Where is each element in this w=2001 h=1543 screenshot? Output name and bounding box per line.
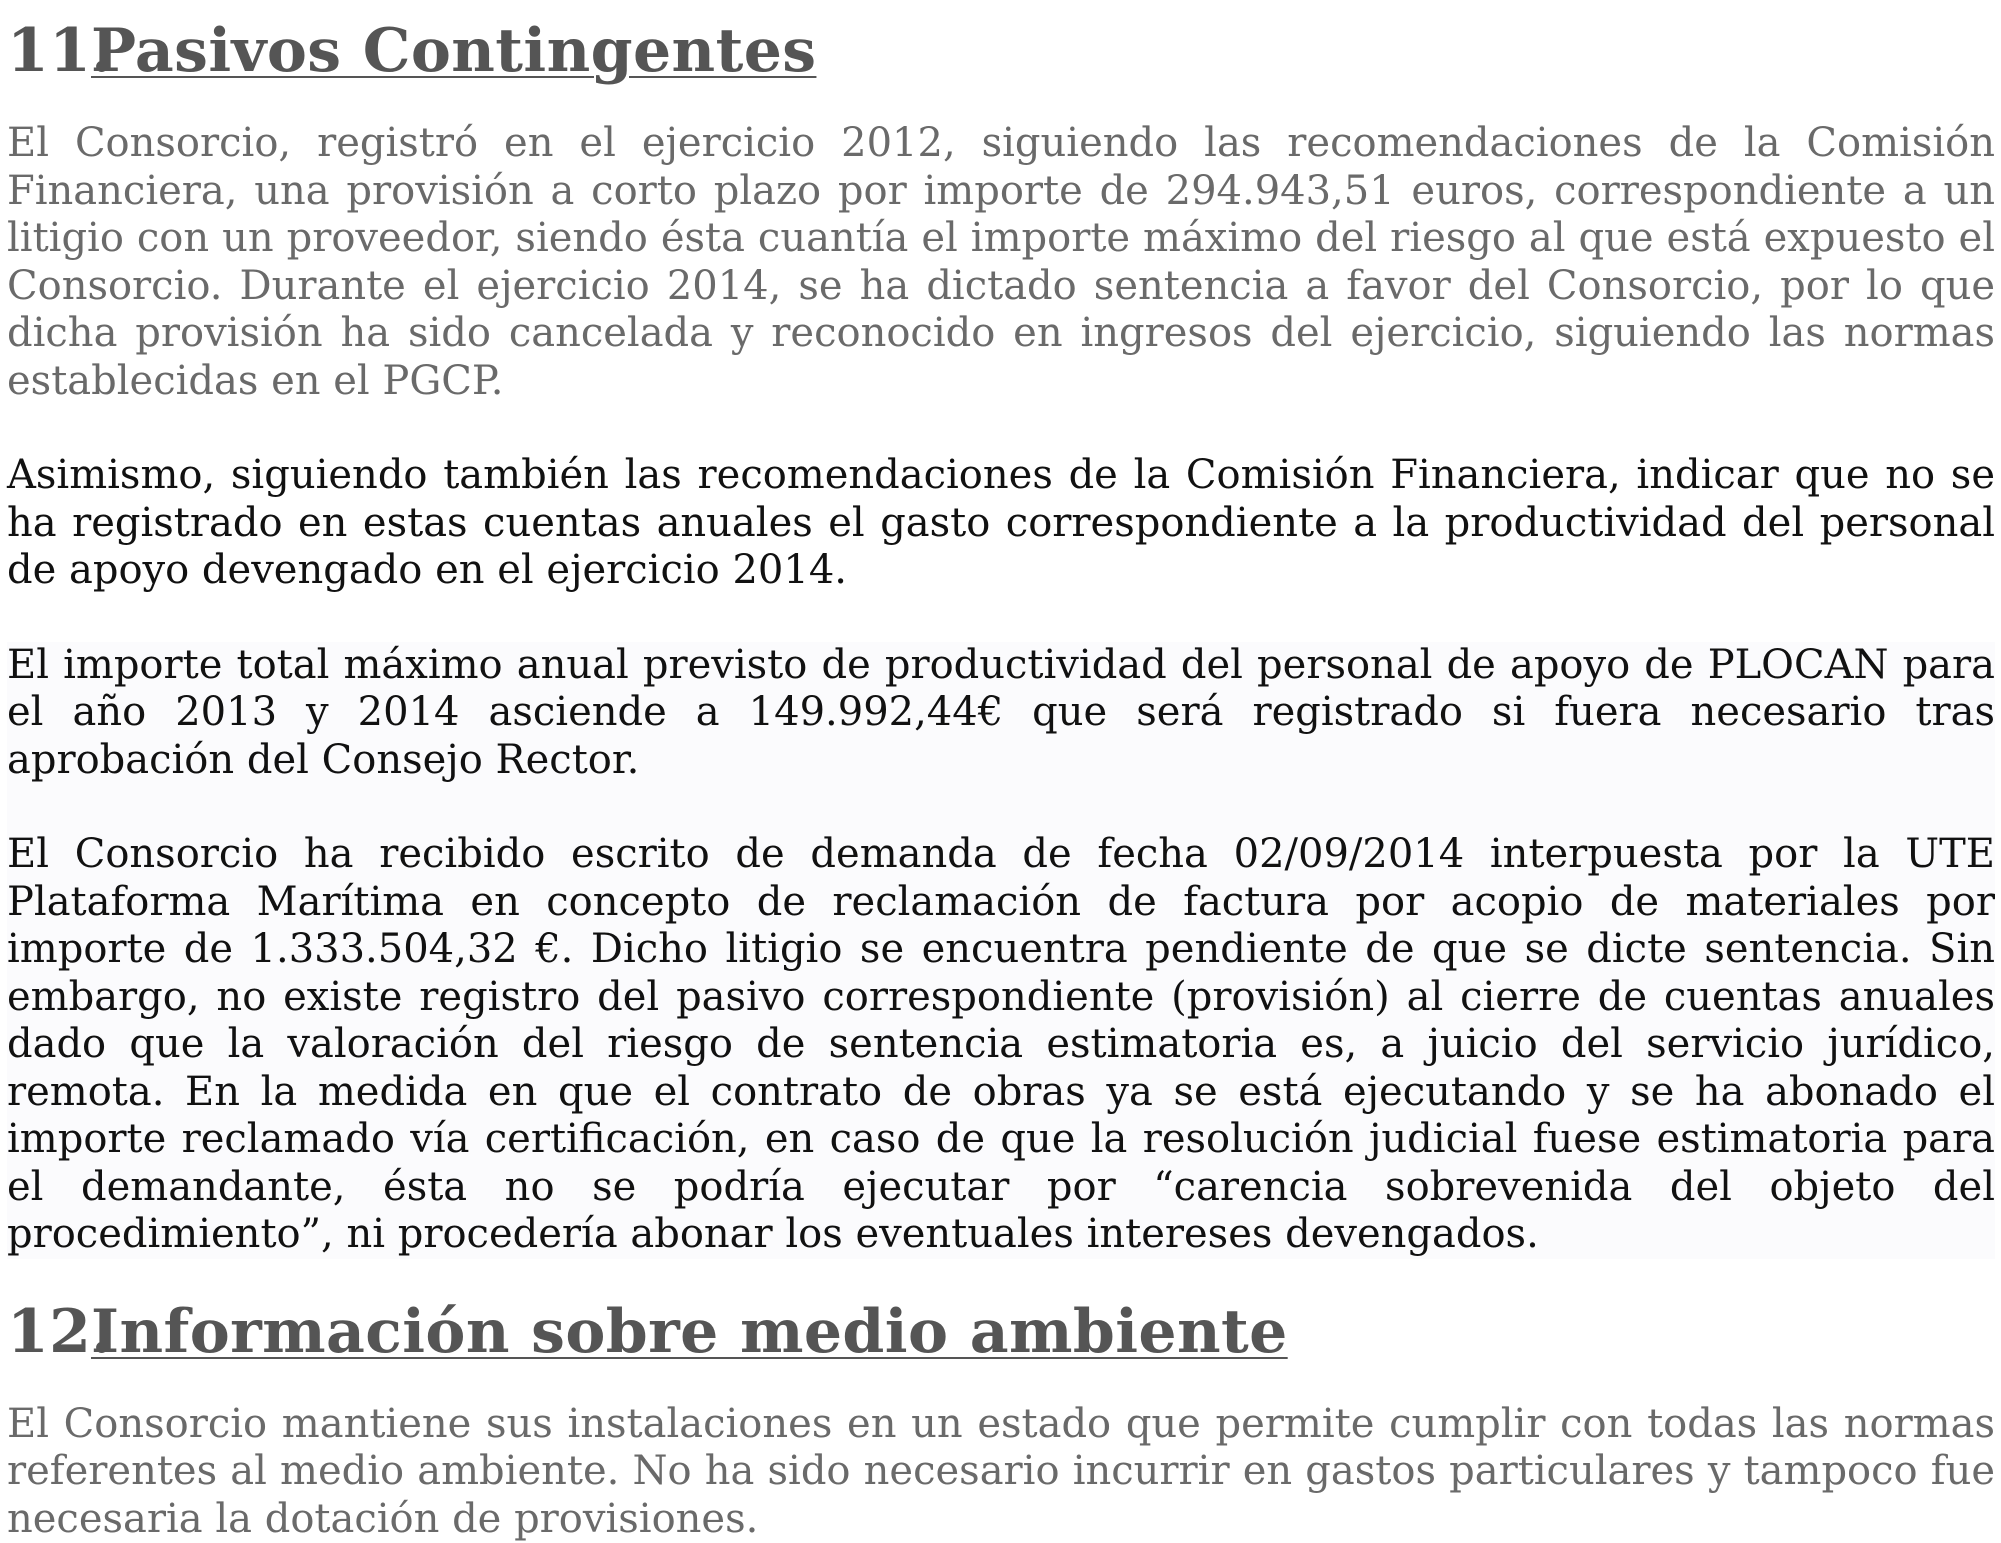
section-title: Información sobre medio ambiente — [91, 1297, 1288, 1367]
paragraph-medio-ambiente: El Consorcio mantiene sus instalaciones en un estado que permite cumplir con todas las normas referentes al medio ambiente. No ha sido necesario incurrir en gastos particulares y tampoco fue necesaria la dotación de provisiones. — [7, 1401, 1995, 1543]
paragraph-importe-maximo: El importe total máximo anual previsto de productividad del personal de apoyo de PLOCAN para el año 2013 y 2014 asciende a 149.992,44€ que será registrado si fuera necesario tras aprobación del Consejo Rector. — [7, 642, 1995, 785]
section-heading-11 — [7, 25, 1995, 77]
section-number: 11. — [7, 25, 91, 77]
paragraph-productividad-no-registrada: Asimismo, siguiendo también las recomendaciones de la Comisión Financiera, indicar que no se ha registrado en estas cuentas anuales el gasto correspondiente a la productividad del personal de apoyo devengado en el ejercicio 2014. — [7, 452, 1995, 595]
section-title: Pasivos Contingentes — [91, 16, 816, 86]
paragraph-provision-cancelada: El Consorcio, registró en el ejercicio 2012, siguiendo las recomendaciones de la Comisión Financiera, una provisión a corto plazo por importe de 294.943,51 euros, correspondiente a un litigio con un proveedor, siendo ésta cuantía el importe máximo del riesgo al que está expuesto el Consorcio. Durante el ejercicio 2014, se ha dictado sentencia a favor del Consorcio, por lo que dicha provisión ha sido cancelada y reconocido en ingresos del ejercicio, siguiendo las normas establecidas en el PGCP. — [7, 120, 1995, 405]
section-heading-12 — [7, 1306, 1995, 1358]
paragraph-demanda-ute: El Consorcio ha recibido escrito de demanda de fecha 02/09/2014 interpuesta por la UTE Plataforma Marítima en concepto de reclamación de factura por acopio de materiales por importe de 1.333.504,32 €. Dicho litigio se encuentra pendiente de que se dicte sentencia. Sin embargo, no existe registro del pasivo correspondiente (provisión) al cierre de cuentas anuales dado que la valoración del riesgo de sentencia estimatoria es, a juicio del servicio jurídico, remota. En la medida en que el contrato de obras ya se está ejecutando y se ha abonado el importe reclamado vía certificación, en caso de que la resolución judicial fuese estimatoria para el demandante, ésta no se podría ejecutar por “carencia sobrevenida del objeto del procedimiento”, ni procedería abonar los eventuales intereses devengados. — [7, 831, 1995, 1259]
section-number: 12. — [7, 1306, 91, 1358]
document-page — [7, 25, 1995, 1543]
shaded-block — [7, 642, 1995, 1259]
